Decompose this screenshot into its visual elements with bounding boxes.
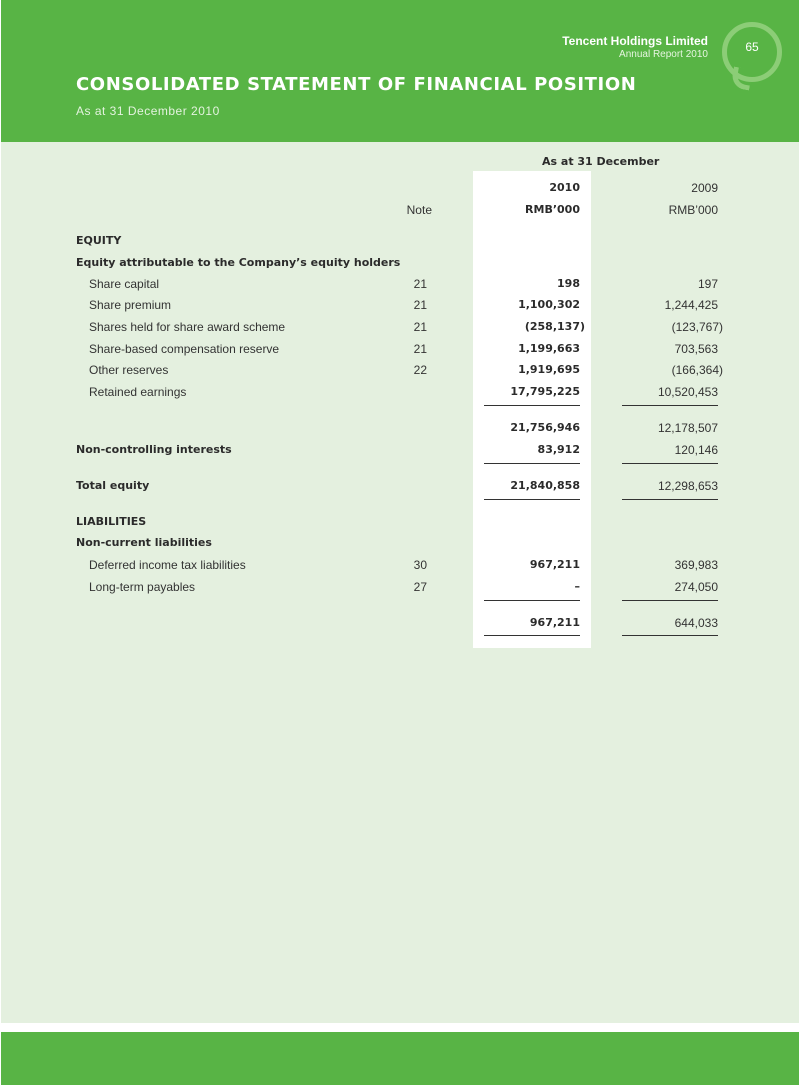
row-note: 21 xyxy=(413,277,427,291)
rule-2010 xyxy=(484,405,580,406)
row-note: 30 xyxy=(413,558,427,572)
row-label: Other reserves xyxy=(89,363,169,377)
row-value-2009: (123,767) xyxy=(671,320,723,334)
page-number: 65 xyxy=(745,40,759,54)
total-equity-2010: 21,840,858 xyxy=(510,479,580,492)
row-label: Share capital xyxy=(89,277,160,291)
row-value-2009: 1,244,425 xyxy=(664,298,718,312)
rule-2009 xyxy=(622,405,718,406)
report-name: Annual Report 2010 xyxy=(619,49,708,60)
row-value-2010: 1,100,302 xyxy=(518,298,580,311)
rule-2010 xyxy=(484,463,580,464)
row-value-2009: (166,364) xyxy=(671,363,723,377)
page-footer xyxy=(1,1032,799,1085)
row-value-2010: 967,211 xyxy=(529,558,580,571)
row-label: Long-term payables xyxy=(89,580,196,594)
equity-heading: EQUITY xyxy=(76,234,122,247)
rule-2010 xyxy=(484,600,580,601)
row-note: 22 xyxy=(413,363,427,377)
unit-2010-header: RMB’000 xyxy=(525,203,580,216)
note-header: Note xyxy=(406,203,432,217)
row-label: Shares held for share award scheme xyxy=(89,320,286,334)
rule-2010 xyxy=(484,635,580,636)
equity-subheading: Equity attributable to the Company’s equity holders xyxy=(76,256,401,269)
rule-2009 xyxy=(622,635,718,636)
row-value-2010: 198 xyxy=(557,277,580,290)
liabilities-subtotal-2009: 644,033 xyxy=(674,616,718,630)
row-value-2009: 197 xyxy=(697,277,718,291)
nci-value-2009: 120,146 xyxy=(674,443,718,457)
page-header xyxy=(1,0,799,142)
row-note: 21 xyxy=(413,320,427,334)
row-value-2009: 274,050 xyxy=(674,580,718,594)
total-equity-2009: 12,298,653 xyxy=(657,479,718,493)
row-value-2009: 369,983 xyxy=(674,558,718,572)
row-value-2010: 17,795,225 xyxy=(510,385,580,398)
noncurrent-subheading: Non-current liabilities xyxy=(76,536,212,549)
rule-2009 xyxy=(622,499,718,500)
row-note: 27 xyxy=(413,580,427,594)
row-label: Retained earnings xyxy=(89,385,187,399)
year-2010-header: 2010 xyxy=(549,181,580,194)
nci-label: Non-controlling interests xyxy=(76,443,232,456)
rule-2009 xyxy=(622,600,718,601)
current-year-column-highlight xyxy=(473,171,591,648)
row-note: 21 xyxy=(413,298,427,312)
row-value-2010: 1,919,695 xyxy=(518,363,580,376)
rule-2009 xyxy=(622,463,718,464)
liabilities-subtotal-2010: 967,211 xyxy=(529,616,580,629)
row-label: Share premium xyxy=(89,298,172,312)
year-2009-header: 2009 xyxy=(691,181,718,195)
company-name: Tencent Holdings Limited xyxy=(562,34,708,48)
total-equity-label: Total equity xyxy=(76,479,150,492)
equity-subtotal-2009: 12,178,507 xyxy=(657,421,718,435)
row-value-2010: 1,199,663 xyxy=(518,342,580,355)
page-subtitle: As at 31 December 2010 xyxy=(76,104,220,118)
row-note: 21 xyxy=(413,342,427,356)
unit-2009-header: RMB’000 xyxy=(668,203,718,217)
rule-2010 xyxy=(484,499,580,500)
row-label: Deferred income tax liabilities xyxy=(89,558,246,572)
row-value-2009: 703,563 xyxy=(674,342,718,356)
liabilities-heading: LIABILITIES xyxy=(76,515,147,528)
row-label: Share-based compensation reserve xyxy=(89,342,280,356)
equity-subtotal-2010: 21,756,946 xyxy=(510,421,580,434)
row-value-2009: 10,520,453 xyxy=(657,385,718,399)
page-title: CONSOLIDATED STATEMENT OF FINANCIAL POSITION xyxy=(76,74,637,95)
nci-value-2010: 83,912 xyxy=(537,443,580,456)
column-group-header: As at 31 December xyxy=(542,155,660,168)
row-value-2010: – xyxy=(574,580,580,593)
row-value-2010: (258,137) xyxy=(524,320,585,333)
